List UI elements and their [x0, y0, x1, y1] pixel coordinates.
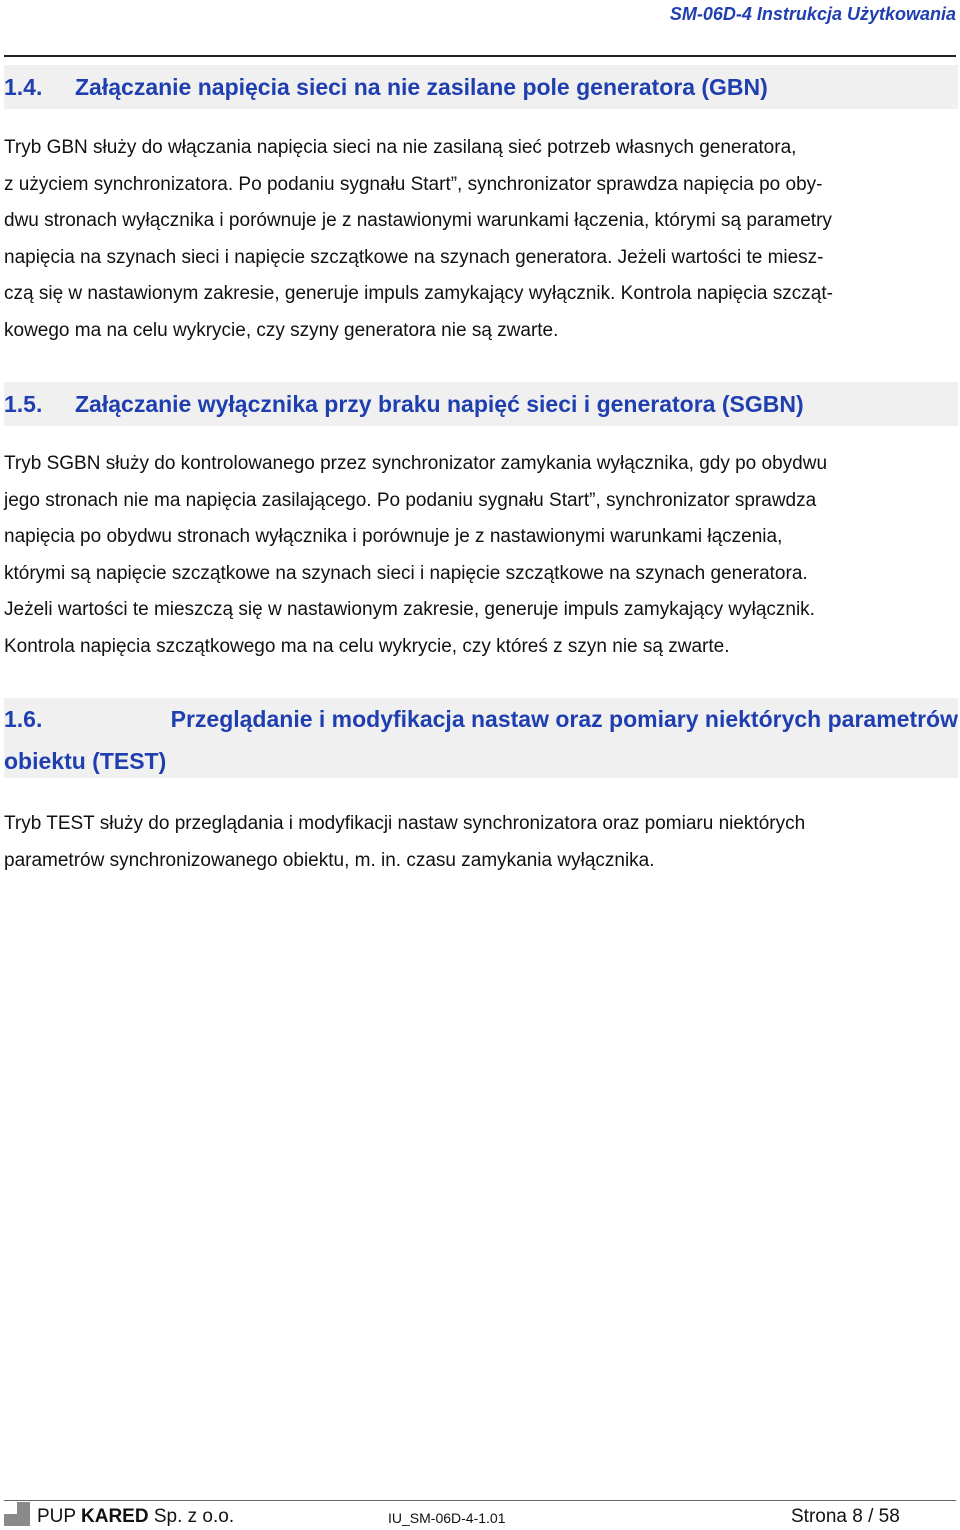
footer-doc-id: IU_SM-06D-4-1.01: [388, 1510, 506, 1526]
section-heading-line: [4, 698, 958, 740]
section-title-line-2: obiektu (TEST): [4, 748, 167, 774]
paragraph-line: kowego ma na celu wykrycie, czy szyny generatora nie są zwarte.: [4, 319, 559, 341]
company-suffix: Sp. z o.o.: [148, 1506, 235, 1527]
footer-rule: [4, 1500, 956, 1501]
paragraph-line: parametrów synchronizowanego obiektu, m. in. czasu zamykania wyłącznika.: [4, 849, 655, 871]
paragraph-line: dwu stronach wyłącznika i porównuje je z nastawionymi warunkami łączenia, którymi są parametry: [4, 210, 832, 231]
section-number: 1.4.: [4, 74, 43, 100]
company-prefix: PUP: [37, 1506, 82, 1527]
paragraph-line: Tryb GBN służy do włączania napięcia sieci na nie zasilaną sieć potrzeb własnych generatora,: [4, 137, 797, 158]
company-name-bold: KARED: [81, 1506, 149, 1527]
section-body-1-5: [4, 446, 958, 665]
footer-company: [37, 1506, 234, 1528]
section-body-1-6: [4, 806, 958, 879]
paragraph-line: jego stronach nie ma napięcia zasilającego. Po podaniu sygnału Start”, synchronizator sprawdza: [4, 489, 817, 511]
header-rule: [4, 55, 956, 57]
company-logo-square: [4, 1502, 30, 1526]
section-heading-1-5: [4, 382, 958, 426]
section-body-1-4: [4, 130, 958, 349]
paragraph-line: napięcia po obydwu stronach wyłącznika i porównuje je z nastawionymi warunkami łączenia,: [4, 526, 783, 547]
section-title: Załączanie napięcia sieci na nie zasilane pole generatora (GBN): [75, 74, 768, 100]
paragraph-line: z użyciem synchronizatora. Po podaniu sygnału Start”, synchronizator sprawdza napięcia po oby-: [4, 173, 823, 195]
section-number: 1.5.: [4, 391, 43, 417]
paragraph-line: którymi są napięcie szczątkowe na szynach sieci i napięcie szczątkowe na szynach generatora.: [4, 562, 808, 584]
section-heading-1-4: [4, 65, 958, 109]
section-heading-1-6: [4, 698, 958, 778]
paragraph-line: Kontrola napięcia szczątkowego ma na celu wykrycie, czy któreś z szyn nie są zwarte.: [4, 635, 730, 657]
paragraph-line: Tryb TEST służy do przeglądania i modyfikacji nastaw synchronizatora oraz pomiaru niektórych: [4, 813, 806, 834]
section-number: 1.6.: [4, 706, 43, 732]
section-title-line-1: Przeglądanie i modyfikacja nastaw oraz pomiary niektórych parametrów: [170, 706, 958, 732]
section-title: Załączanie wyłącznika przy braku napięć sieci i generatora (SGBN): [75, 391, 804, 417]
footer-page-number: Strona 8 / 58: [791, 1506, 900, 1527]
paragraph-line: Tryb SGBN służy do kontrolowanego przez synchronizator zamykania wyłącznika, gdy po obydwu: [4, 453, 828, 474]
paragraph-line: napięcia na szynach sieci i napięcie szczątkowe na szynach generatora. Jeżeli wartości te miesz-: [4, 246, 824, 268]
paragraph-line: czą się w nastawionym zakresie, generuje impuls zamykający wyłącznik. Kontrola napięcia szcząt-: [4, 283, 833, 304]
paragraph-line: Jeżeli wartości te mieszczą się w nastawionym zakresie, generuje impuls zamykający wyłącznik.: [4, 599, 815, 620]
page-header-title: SM-06D-4 Instrukcja Użytkowania: [669, 4, 956, 24]
